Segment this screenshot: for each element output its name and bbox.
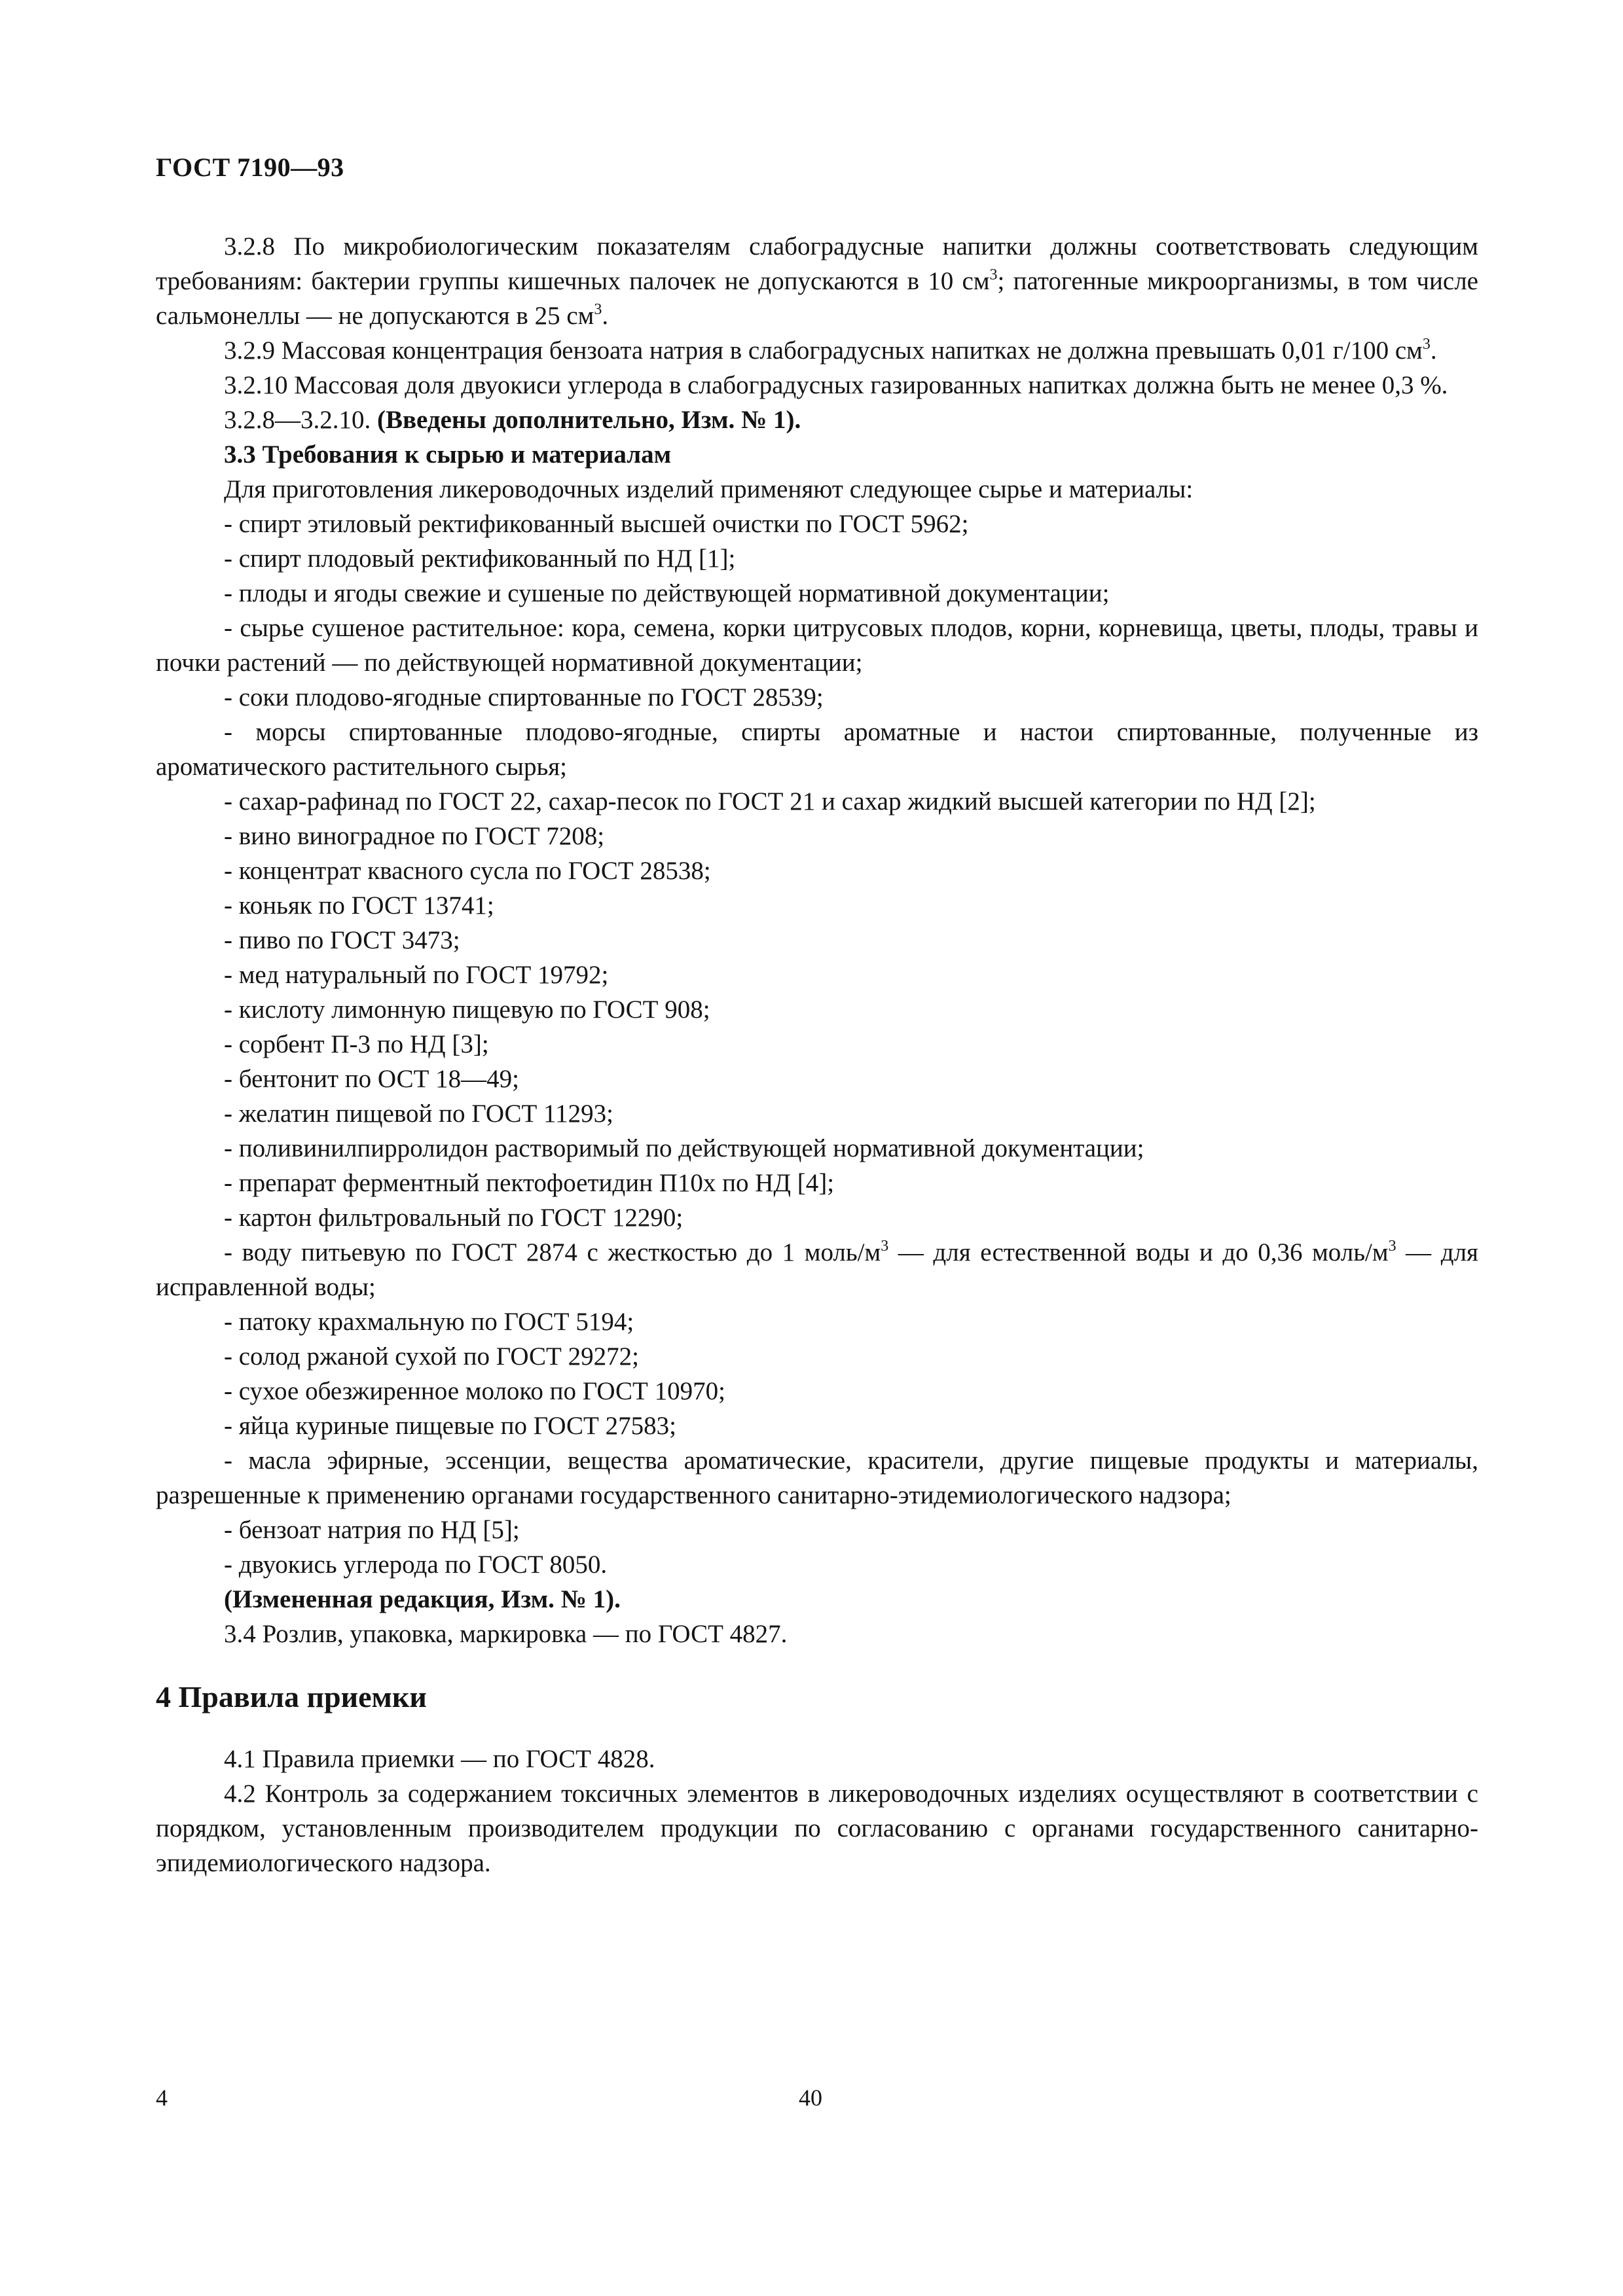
material-item: - поливинилпирролидон растворимый по действующей нормативной документации; (224, 1134, 1144, 1162)
document-code: ГОСТ 7190—93 (156, 152, 344, 182)
paragraph-4-2: 4.2 Контроль за содержанием токсичных элементов в ликероводочных изделиях осуществляют в соответствии с порядком, установленным производителем продукции по согласованию с органами государственного санитарно-эпидемиологического надзора. (156, 1780, 1478, 1877)
material-item: - двуокись углерода по ГОСТ 8050. (224, 1551, 608, 1579)
material-item: - бензоат натрия по НД [5]; (224, 1516, 520, 1544)
material-item: - мед натуральный по ГОСТ 19792; (224, 961, 609, 989)
material-item: - сорбент П-3 по НД [3]; (224, 1030, 489, 1058)
section-4-title: 4 Правила приемки (156, 1680, 427, 1713)
material-item: - бентонит по ОСТ 18—49; (224, 1065, 519, 1093)
material-item: - коньяк по ГОСТ 13741; (224, 891, 494, 920)
material-item: - сахар-рафинад по ГОСТ 22, сахар-песок по ГОСТ 21 и сахар жидкий высшей категории по НД [2]; (224, 787, 1316, 816)
material-item-water: - воду питьевую по ГОСТ 2874 с жесткостью до 1 моль/$м^3$ — для естественной воды и до 0,36 моль/$м^3$ — для исправленной воды; (156, 1238, 1478, 1301)
material-item: - концентрат квасного сусла по ГОСТ 28538; (224, 857, 711, 885)
subsection-3-3-title: 3.3 Требования к сырью и материалам (224, 440, 672, 469)
material-item: - патоку крахмальную по ГОСТ 5194; (224, 1308, 634, 1336)
paragraph-3-2-10: 3.2.10 Массовая доля двуокиси углерода в слабоградусных газированных напитках должна быть не менее 0,3 %. (224, 371, 1448, 399)
material-item: - пиво по ГОСТ 3473; (224, 926, 460, 954)
material-item: - кислоту лимонную пищевую по ГОСТ 908; (224, 996, 710, 1024)
paragraph-3-4: 3.4 Розлив, упаковка, маркировка — по ГОСТ 4827. (224, 1620, 788, 1648)
material-item: - вино виноградное по ГОСТ 7208; (224, 822, 605, 850)
material-item: - препарат ферментный пектофоетидин П10х по НД [4]; (224, 1169, 835, 1197)
material-item: - морсы спиртованные плодово-ягодные, спирты ароматные и настои спиртованные, полученные из ароматического растительного сырья; (156, 718, 1478, 781)
material-item: - желатин пищевой по ГОСТ 11293; (224, 1100, 613, 1128)
amendment-note-1: 3.2.8—3.2.10. (Введены дополнительно, Изм. № 1). (224, 406, 801, 434)
paragraph-3-2-8: 3.2.8 По микробиологическим показателям слабоградусные напитки должны соответствовать следующим требованиям: бактерии группы кишечных палочек не допускаются в 10 $см^3$; патогенные микроорганизмы, в том числе сальмонеллы — не допускаются в 25 $см^3$. (156, 232, 1478, 330)
paragraph-3-2-9: 3.2.9 Массовая концентрация бензоата натрия в слабоградусных напитках не должна превышать 0,01 г/100 $см^3$. (224, 336, 1437, 365)
material-item: - сухое обезжиренное молоко по ГОСТ 10970; (224, 1377, 725, 1405)
paragraph-4-1: 4.1 Правила приемки — по ГОСТ 4828. (224, 1745, 655, 1773)
amendment-note-2: (Измененная редакция, Изм. № 1). (224, 1585, 621, 1613)
subsection-3-3-intro: Для приготовления ликероводочных изделий применяют следующее сырье и материалы: (224, 475, 1194, 503)
material-item: - солод ржаной сухой по ГОСТ 29272; (224, 1342, 639, 1371)
document-body (156, 229, 1478, 1880)
material-item: - сырье сушеное растительное: кора, семена, корки цитрусовых плодов, корни, корневища, цветы, плоды, травы и почки растений — по действующей нормативной документации; (156, 614, 1478, 677)
material-item: - яйца куриные пищевые по ГОСТ 27583; (224, 1412, 676, 1440)
material-item: - масла эфирные, эссенции, вещества ароматические, красители, другие пищевые продукты и материалы, разрешенные к применению органами государственного санитарно-этидемиологического надзора; (156, 1446, 1478, 1509)
material-item: - соки плодово-ягодные спиртованные по ГОСТ 28539; (224, 683, 824, 711)
material-item: - картон фильтровальный по ГОСТ 12290; (224, 1204, 684, 1232)
page-number-left: 4 (156, 2085, 168, 2111)
material-item: - спирт плодовый ректификованный по НД [1]; (224, 545, 736, 573)
page-number-center: 40 (799, 2085, 822, 2111)
material-item: - плоды и ягоды свежие и сушеные по действующей нормативной документации; (224, 579, 1110, 607)
material-item: - спирт этиловый ректификованный высшей очистки по ГОСТ 5962; (224, 510, 969, 538)
